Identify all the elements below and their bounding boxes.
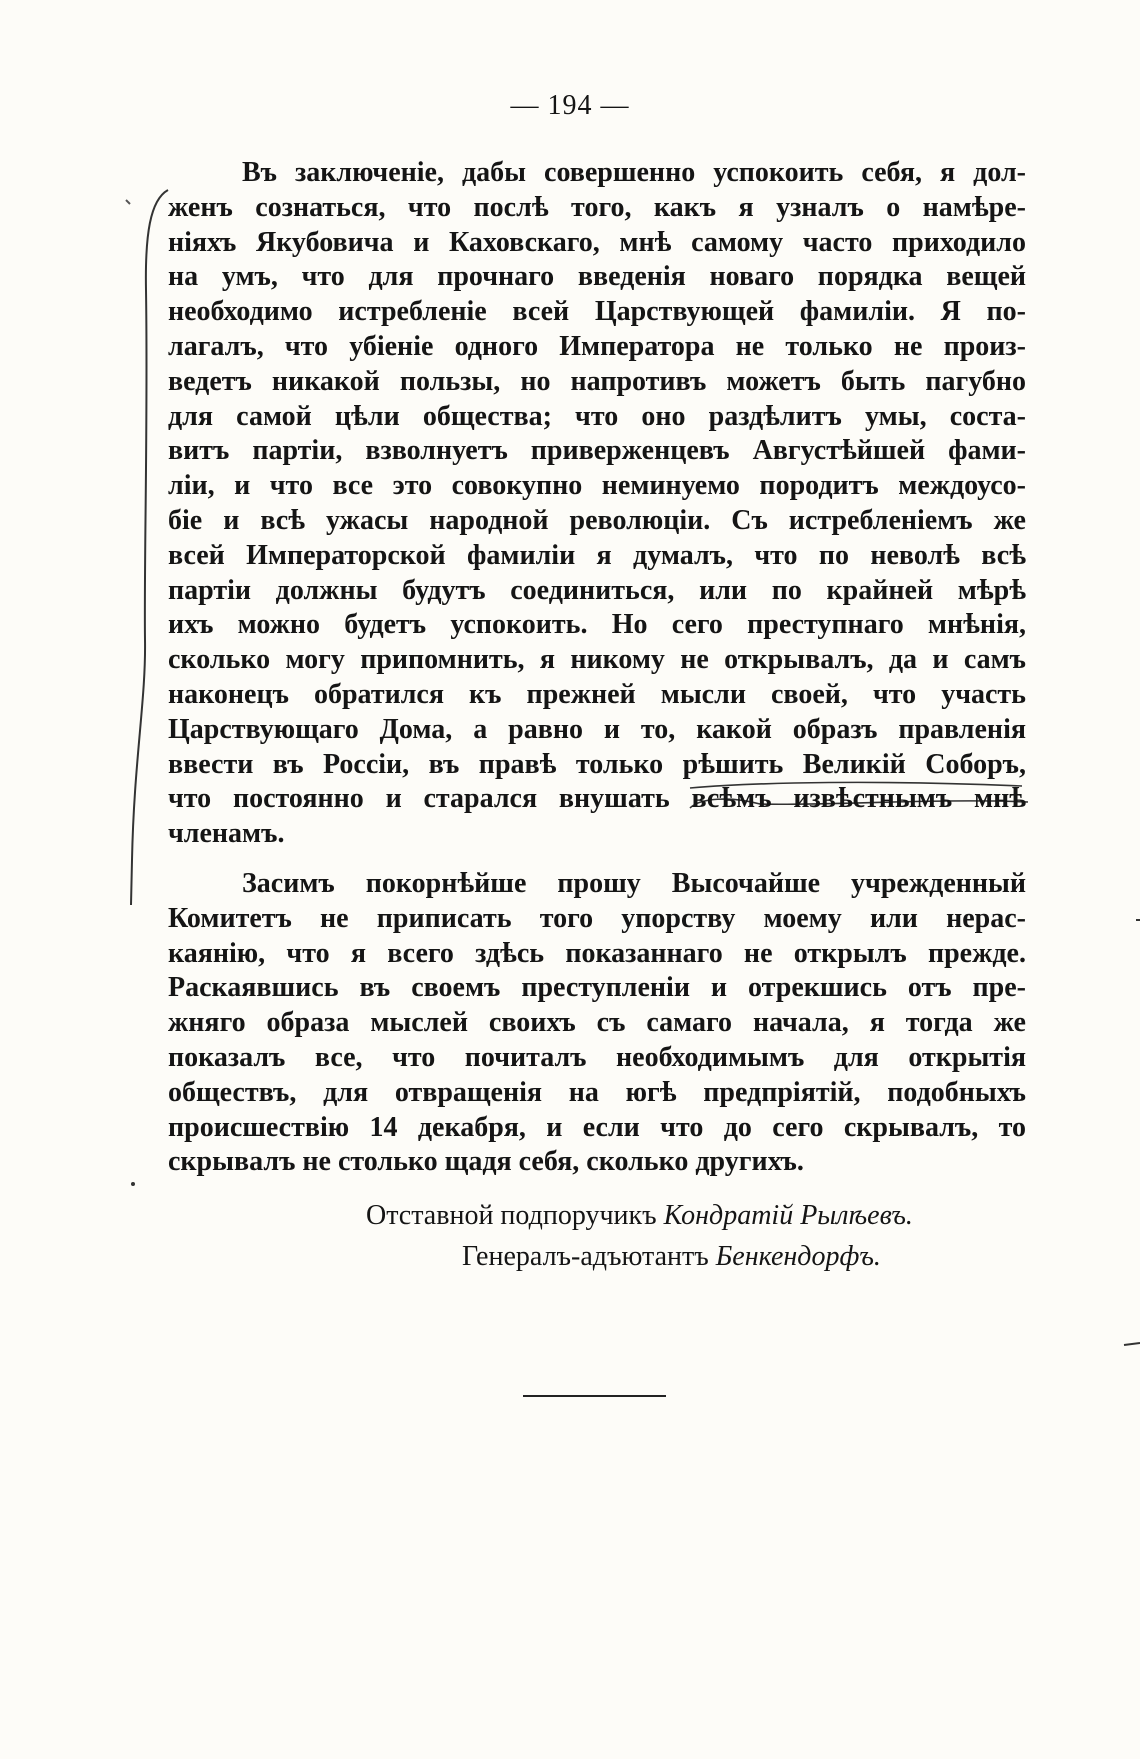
text-line: для самой цѣли общества; что оно раздѣлитъ умы, соста-	[168, 400, 1026, 432]
text-line: Раскаявшись въ своемъ преступленіи и отрекшись отъ пре-	[168, 972, 1026, 1004]
signature-name: Кондратій Рылѣевъ.	[663, 1200, 913, 1231]
signature-name: Бенкендорфъ.	[715, 1241, 881, 1272]
text-line: скрывалъ не столько щадя себя, сколько другихъ.	[168, 1146, 804, 1178]
text-line: ввести въ Россіи, въ правѣ только рѣшить Великій Соборъ,	[168, 748, 1026, 780]
text-line: Комитетъ не приписать того упорству моему или нерас-	[168, 902, 1026, 934]
text-line: ліи, и что все это совокупно неминуемо породитъ междоусо-	[168, 470, 1026, 502]
text-line: Въ заключеніе, дабы совершенно успокоить себя, я дол-	[242, 157, 1026, 188]
text-line: ведетъ никакой пользы, но напротивъ можетъ быть пагубно	[168, 365, 1026, 397]
signature-ryleev	[366, 1199, 913, 1233]
text-line: происшествію 14 декабря, и если что до сего скрывалъ, то	[168, 1111, 1026, 1143]
text-line: что постоянно и старался внушать всѣмъ извѣстнымъ мнѣ	[168, 783, 1026, 815]
text-line: лагалъ, что убіеніе одного Императора не только не произ-	[168, 330, 1026, 362]
text-line: показалъ все, что почиталъ необходимымъ для открытія	[168, 1041, 1026, 1073]
signature-title: Отставной подпоручикъ	[366, 1200, 664, 1231]
paragraph-1	[168, 156, 1026, 852]
text-line: витъ партіи, взволнуетъ приверженцевъ Августѣйшей фами-	[168, 435, 1026, 467]
signature-benckendorff	[462, 1240, 881, 1274]
page-number: — 194 —	[510, 90, 630, 121]
text-line: обществъ, для отвращенія на югѣ предпріятій, подобныхъ	[168, 1076, 1026, 1108]
text-line: необходимо истребленіе всей Царствующей фамиліи. Я по-	[168, 296, 1026, 328]
text-line: жняго образа мыслей своихъ съ самаго начала, я тогда же	[168, 1007, 1026, 1039]
signature-title: Генералъ-адъютантъ	[462, 1241, 716, 1272]
text-line: ихъ можно будетъ успокоить. Но сего преступнаго мнѣнія,	[168, 609, 1026, 641]
text-line: наконецъ обратился къ прежней мысли своей, что участь	[168, 678, 1026, 710]
text-line: Засимъ покорнѣйше прошу Высочайше учрежденный	[242, 868, 1026, 899]
paragraph-2	[168, 867, 1026, 1180]
text-line: Царствующаго Дома, а равно и то, какой образъ правленія	[168, 713, 1026, 745]
text-line: біе и всѣ ужасы народной революціи. Съ истребленіемъ же	[168, 504, 1026, 536]
text-line: всей Императорской фамиліи я думалъ, что по неволѣ всѣ	[168, 539, 1026, 571]
text-line: партіи должны будутъ соединиться, или по крайней мѣрѣ	[168, 574, 1026, 606]
text-line: ніяхъ Якубовича и Каховскаго, мнѣ самому часто приходило	[168, 226, 1026, 258]
text-line: членамъ.	[168, 818, 285, 850]
end-rule	[523, 1395, 666, 1397]
text-line: женъ сознаться, что послѣ того, какъ я узналъ о намѣре-	[168, 191, 1026, 223]
text-line: каянію, что я всего здѣсь показаннаго не открылъ прежде.	[168, 937, 1026, 969]
text-line: сколько могу припомнить, я никому не открывалъ, да и самъ	[168, 644, 1026, 676]
text-line: на умъ, что для прочнаго введенія новаго порядка вещей	[168, 261, 1026, 293]
